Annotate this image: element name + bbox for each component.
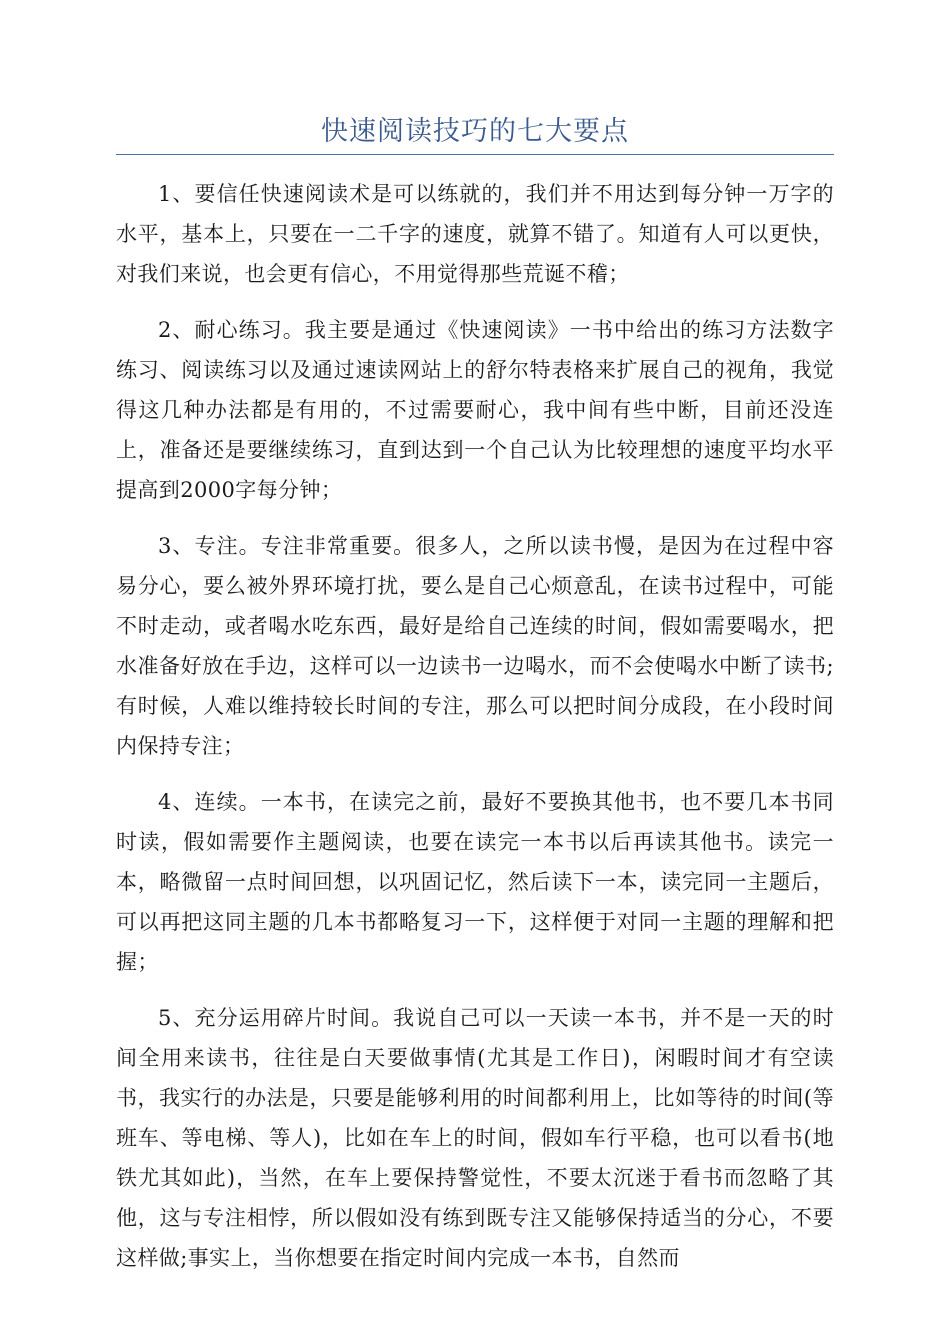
title-underline (116, 154, 834, 155)
document-body (116, 174, 834, 1294)
paragraph-2: 2、耐心练习。我主要是通过《快速阅读》一书中给出的练习方法数字练习、阅读练习以及通过速读网站上的舒尔特表格来扩展自己的视角，我觉得这几种办法都是有用的，不过需要耐心，我中间有些中断，目前还没连上，准备还是要继续练习，直到达到一个自己认为比较理想的速度平均水平提高到2000字每分钟； (116, 318, 834, 502)
document-title: 快速阅读技巧的七大要点 (321, 116, 629, 147)
paragraph-3: 3、专注。专注非常重要。很多人，之所以读书慢，是因为在过程中容易分心，要么被外界环境打扰，要么是自己心烦意乱，在读书过程中，可能不时走动，或者喝水吃东西，最好是给自己连续的时间，假如需要喝水，把水准备好放在手边，这样可以一边读书一边喝水，而不会使喝水中断了读书;有时候，人难以维持较长时间的专注，那么可以把时间分成段，在小段时间内保持专注； (116, 534, 834, 758)
paragraph-1: 1、要信任快速阅读术是可以练就的，我们并不用达到每分钟一万字的水平，基本上，只要在一二千字的速度，就算不错了。知道有人可以更快，对我们来说，也会更有信心，不用觉得那些荒诞不稽； (116, 182, 834, 286)
paragraph-4: 4、连续。一本书，在读完之前，最好不要换其他书，也不要几本书同时读，假如需要作主题阅读，也要在读完一本书以后再读其他书。读完一本，略微留一点时间回想，以巩固记忆，然后读下一本，读完同一主题后，可以再把这同主题的几本书都略复习一下，这样便于对同一主题的理解和把握； (116, 790, 834, 974)
paragraph-5: 5、充分运用碎片时间。我说自己可以一天读一本书，并不是一天的时间全用来读书，往往是白天要做事情(尤其是工作日)，闲暇时间才有空读书，我实行的办法是，只要是能够利用的时间都利用上，比如等待的时间(等班车、等电梯、等人)，比如在车上的时间，假如车行平稳，也可以看书(地铁尤其如此)，当然，在车上要保持警觉性，不要太沉迷于看书而忽略了其他，这与专注相悖，所以假如没有练到既专注又能够保持适当的分心，不要这样做;事实上，当你想要在指定时间内完成一本书，自然而 (116, 1006, 834, 1270)
